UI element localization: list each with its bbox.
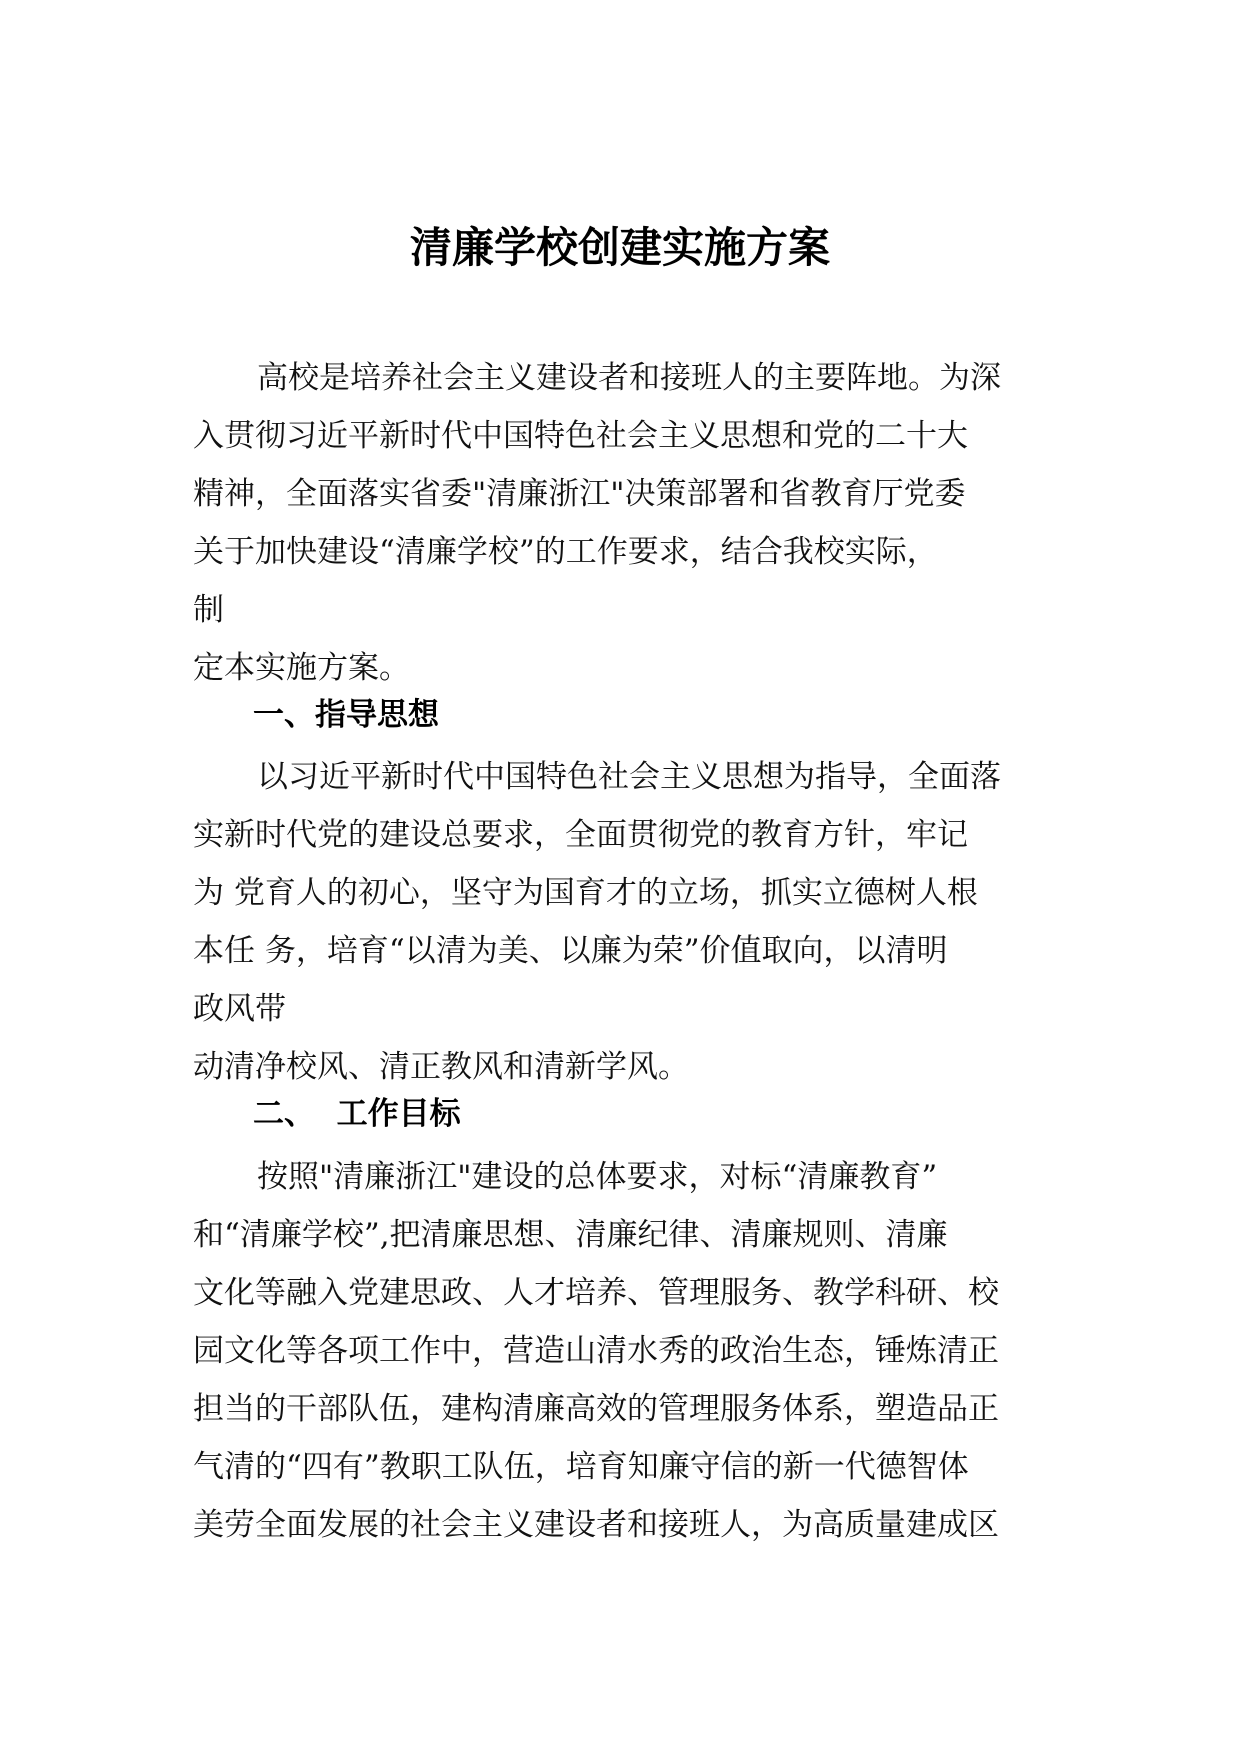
section1-line-6: 动清净校风、清正教风和清新学风。 bbox=[193, 1049, 689, 1085]
section-heading-guiding-ideology: 一、指导思想 bbox=[253, 697, 439, 733]
section1-line-4: 本任 务，培育“以清为美、以廉为荣”价值取向，以清明 bbox=[193, 933, 948, 969]
section2-line-6: 气清的“四有”教职工队伍，培育知廉守信的新一代德智体 bbox=[193, 1449, 969, 1485]
section1-line-1: 以习近平新时代中国特色社会主义思想为指导，全面落 bbox=[257, 759, 1001, 795]
section2-line-2: 和“清廉学校”,把清廉思想、清廉纪律、清廉规则、清廉 bbox=[193, 1217, 948, 1253]
section1-line-5: 政风带 bbox=[193, 991, 286, 1027]
document-title: 清廉学校创建实施方案 bbox=[409, 223, 830, 272]
intro-line-6: 定本实施方案。 bbox=[193, 650, 410, 686]
section2-line-5: 担当的干部队伍，建构清廉高效的管理服务体系，塑造品正 bbox=[193, 1391, 999, 1427]
section2-line-4: 园文化等各项工作中，营造山清水秀的政治生态，锤炼清正 bbox=[193, 1333, 999, 1369]
section-heading-work-goals: 二、 工作目标 bbox=[253, 1096, 461, 1132]
section2-line-3: 文化等融入党建思政、人才培养、管理服务、教学科研、校 bbox=[193, 1275, 999, 1311]
section2-line-1: 按照"清廉浙江"建设的总体要求，对标“清廉教育” bbox=[257, 1159, 938, 1195]
section2-line-7: 美劳全面发展的社会主义建设者和接班人，为高质量建成区 bbox=[193, 1507, 999, 1543]
intro-line-5: 制 bbox=[193, 592, 224, 628]
section1-line-3: 为 党育人的初心，坚守为国育才的立场，抓实立德树人根 bbox=[193, 875, 978, 911]
intro-line-4: 关于加快建设“清廉学校”的工作要求，结合我校实际， bbox=[193, 534, 938, 570]
intro-line-3: 精神，全面落实省委"清廉浙江"决策部署和省教育厅党委 bbox=[193, 476, 966, 512]
intro-line-1: 高校是培养社会主义建设者和接班人的主要阵地。为深 bbox=[257, 360, 1001, 396]
section1-line-2: 实新时代党的建设总要求，全面贯彻党的教育方针，牢记 bbox=[193, 817, 968, 853]
intro-line-2: 入贯彻习近平新时代中国特色社会主义思想和党的二十大 bbox=[193, 418, 968, 454]
